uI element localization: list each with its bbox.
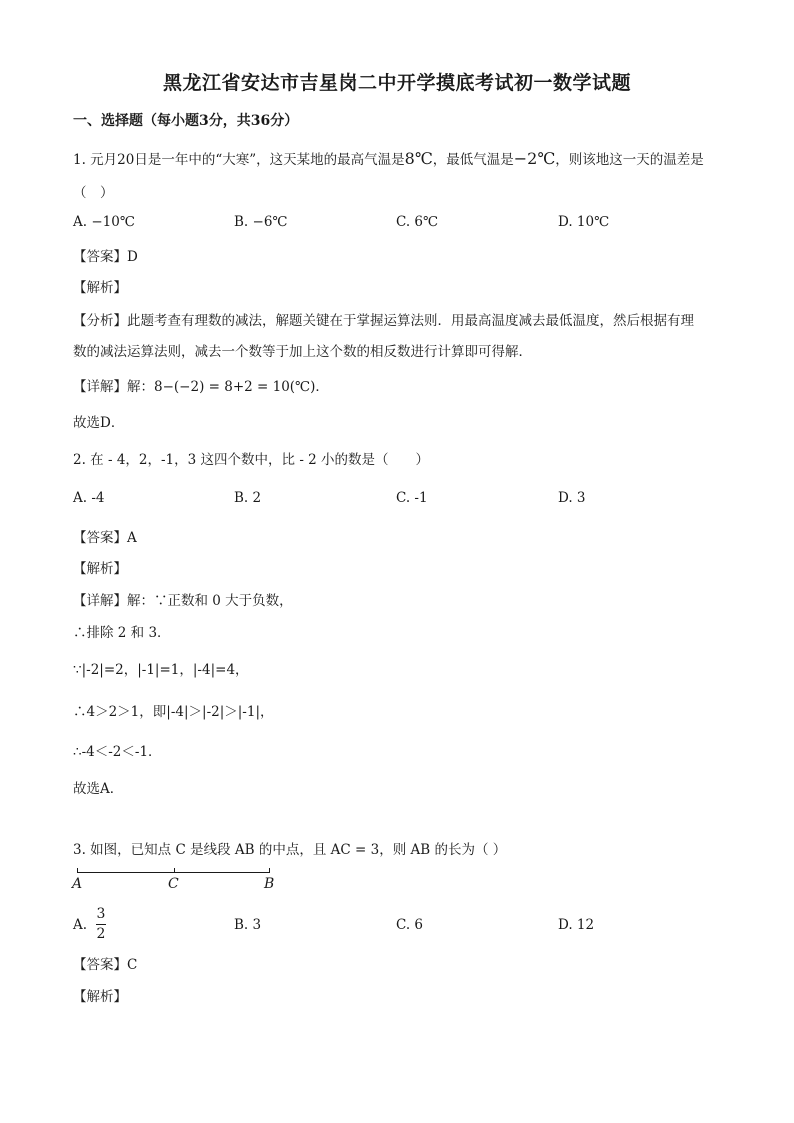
q3-analysis: 【解析】 (73, 989, 127, 1005)
q2-detail-line4: ∴4＞2＞1，即|-4|＞|-2|＞|-1|， (73, 704, 274, 720)
q2-stem: 2. 在 - 4，2，-1，3 这四个数中，比 - 2 小的数是（ ） (73, 452, 430, 468)
page-title: 黑龙江省安达市吉星岗二中开学摸底考试初一数学试题 (162, 72, 631, 94)
q1-analysis: 【解析】 (73, 280, 127, 296)
q3-answer: 【答案】C (73, 957, 138, 973)
q3-option-a-fraction (96, 906, 106, 943)
q3-option-c: C. 6 (396, 917, 424, 933)
q1-answer: 【答案】D (73, 249, 138, 265)
q2-option-a: A. -4 (73, 490, 105, 506)
q1-stem-a: 1. 元月20日是一年中的“大寒”，这天某地的最高气温是 (73, 152, 405, 168)
tick-a (77, 868, 78, 873)
q1-option-c: C. 6℃ (396, 214, 439, 230)
q2-detail-line3: ∵|-2|=2，|-1|=1，|-4|=4， (73, 662, 249, 678)
q1-stem-paren: （ ） (73, 185, 114, 201)
q1-fenxi-line2: 数的减法运算法则，减去一个数等于加上这个数的相反数进行计算即可得解． (73, 344, 532, 360)
q1-option-d: D. 10℃ (558, 214, 610, 230)
q1-detail: 【详解】解：8−(−2) = 8+2 = 10(℃)． (73, 379, 329, 395)
point-a-label: A (72, 876, 83, 892)
q1-option-a: A. −10℃ (73, 214, 135, 230)
q2-choose: 故选A． (73, 781, 124, 797)
fraction-denominator: 2 (96, 926, 106, 942)
q1-temp-low: −2℃ (513, 149, 556, 168)
point-c-label: C (168, 876, 179, 892)
q3-stem: 3. 如图，已知点 C 是线段 AB 的中点，且 AC = 3，则 AB 的长为（ ） (73, 842, 507, 858)
q1-option-b: B. −6℃ (234, 214, 288, 230)
q1-stem-b: ，最低气温是 (432, 152, 514, 168)
q1-fenxi-line1: 【分析】此题考查有理数的减法，解题关键在于掌握运算法则．用最高温度减去最低温度，然后根据有理 (73, 313, 694, 329)
q2-option-c: C. -1 (396, 490, 428, 506)
q2-detail-line1: 【详解】解：∵正数和 0 大于负数， (73, 593, 293, 609)
tick-b (269, 868, 270, 873)
q1-stem (73, 148, 704, 168)
q3-option-d: D. 12 (558, 917, 595, 933)
q1-stem-c: ，则该地这一天的温差是 (555, 152, 704, 168)
q3-option-b: B. 3 (234, 917, 262, 933)
fraction-bar (96, 924, 106, 925)
q2-analysis: 【解析】 (73, 561, 127, 577)
q2-detail-line2: ∴排除 2 和 3． (73, 625, 171, 641)
q2-detail-line5: ∴-4＜-2＜-1． (73, 744, 162, 760)
q1-choose: 故选D． (73, 415, 125, 431)
q1-temp-high: 8℃ (404, 149, 433, 168)
q2-option-d: D. 3 (558, 490, 586, 506)
point-b-label: B (264, 876, 275, 892)
fraction-numerator: 3 (96, 906, 106, 922)
q2-answer: 【答案】A (73, 530, 137, 546)
q3-option-a-label: A. (73, 917, 88, 933)
section-heading: 一、选择题（每小题3分，共36分） (73, 113, 299, 129)
tick-c (174, 868, 175, 873)
q2-option-b: B. 2 (234, 490, 262, 506)
